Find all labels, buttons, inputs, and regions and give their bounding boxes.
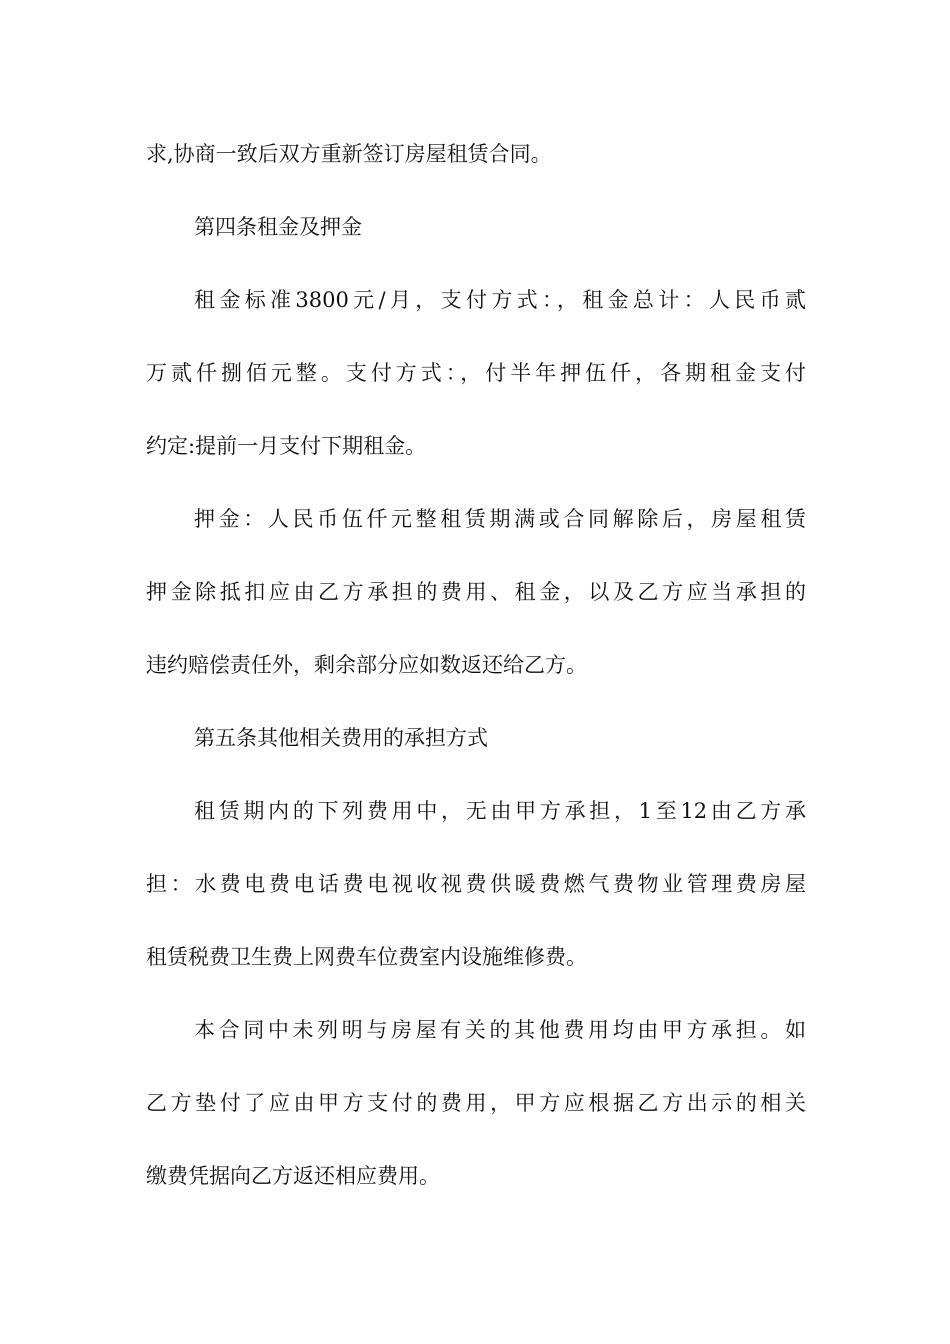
section-heading-5: 第五条其他相关费用的承担方式 (194, 726, 488, 750)
text-line-11: 担：水费电费电话费电视收视费供暖费燃气费物业管理费房屋 (146, 872, 806, 896)
text-line-3: 租金标准3800元/月，支付方式：，租金总计：人民币贰 (194, 288, 806, 312)
text-line-1: 求,协商一致后双方重新签订房屋租赁合同。 (146, 142, 552, 166)
text-line-6: 押金：人民币伍仟元整租赁期满或合同解除后，房屋租赁 (194, 507, 806, 531)
text-line-4: 万贰仟捌佰元整。支付方式：，付半年押伍仟，各期租金支付 (146, 361, 806, 385)
text-line-15: 缴费凭据向乙方返还相应费用。 (146, 1164, 440, 1188)
text-line-12: 租赁税费卫生费上网费车位费室内设施维修费。 (146, 945, 587, 969)
document-body (146, 128, 806, 1202)
text-line-13: 本合同中未列明与房屋有关的其他费用均由甲方承担。如 (194, 1018, 806, 1042)
text-line-8: 违约赔偿责任外，剩余部分应如数返还给乙方。 (146, 653, 587, 677)
text-line-7: 押金除抵扣应由乙方承担的费用、租金，以及乙方应当承担的 (146, 580, 806, 604)
text-line-5: 约定:提前一月支付下期租金。 (146, 434, 427, 458)
section-heading-4: 第四条租金及押金 (194, 215, 362, 239)
text-line-14: 乙方垫付了应由甲方支付的费用，甲方应根据乙方出示的相关 (146, 1091, 806, 1115)
text-line-10: 租赁期内的下列费用中，无由甲方承担，1至12由乙方承 (194, 799, 806, 823)
